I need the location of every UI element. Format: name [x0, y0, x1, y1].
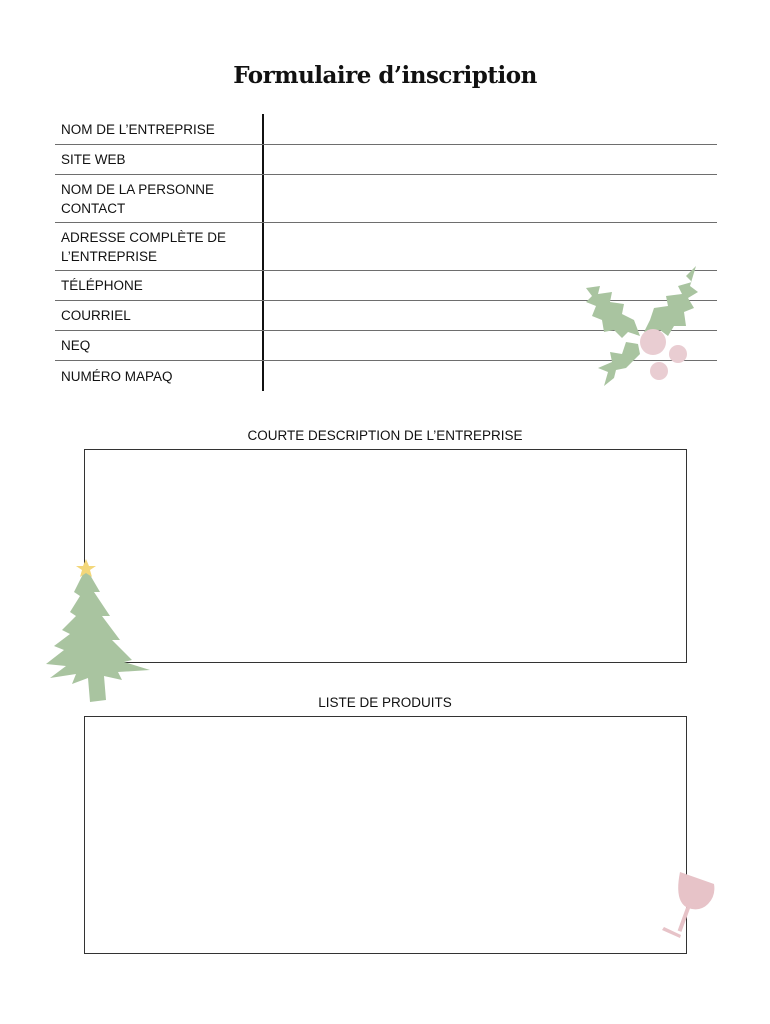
description-textarea[interactable]: [84, 449, 687, 663]
field-label-contact-person: NOM DE LA PERSONNE CONTACT: [61, 181, 215, 216]
field-row-contact-person: [55, 175, 717, 223]
field-label-email: COURRIEL: [61, 308, 131, 323]
form-title: Formulaire d’inscription: [233, 62, 537, 89]
field-label-mapaq: NUMÉRO MAPAQ: [61, 369, 173, 384]
field-label-company-name: NOM DE L’ENTREPRISE: [61, 121, 215, 137]
field-input-contact-person[interactable]: [256, 175, 717, 222]
field-label-address: ADRESSE COMPLÈTE DE L’ENTREPRISE: [61, 229, 227, 264]
field-row-company-name: [55, 114, 717, 145]
wine-glass-icon: [656, 868, 722, 940]
field-input-company-name[interactable]: [256, 114, 717, 144]
holly-icon: [582, 262, 702, 386]
christmas-tree-icon: [44, 558, 152, 704]
products-textarea[interactable]: [84, 716, 687, 954]
field-input-website[interactable]: [256, 145, 717, 174]
field-label-neq: NEQ: [61, 338, 91, 353]
field-row-website: [55, 145, 717, 175]
field-label-website: SITE WEB: [61, 152, 126, 167]
field-label-phone: TÉLÉPHONE: [61, 278, 143, 293]
products-section-title: LISTE DE PRODUITS: [318, 695, 452, 710]
description-section-title: COURTE DESCRIPTION DE L’ENTREPRISE: [247, 428, 523, 443]
